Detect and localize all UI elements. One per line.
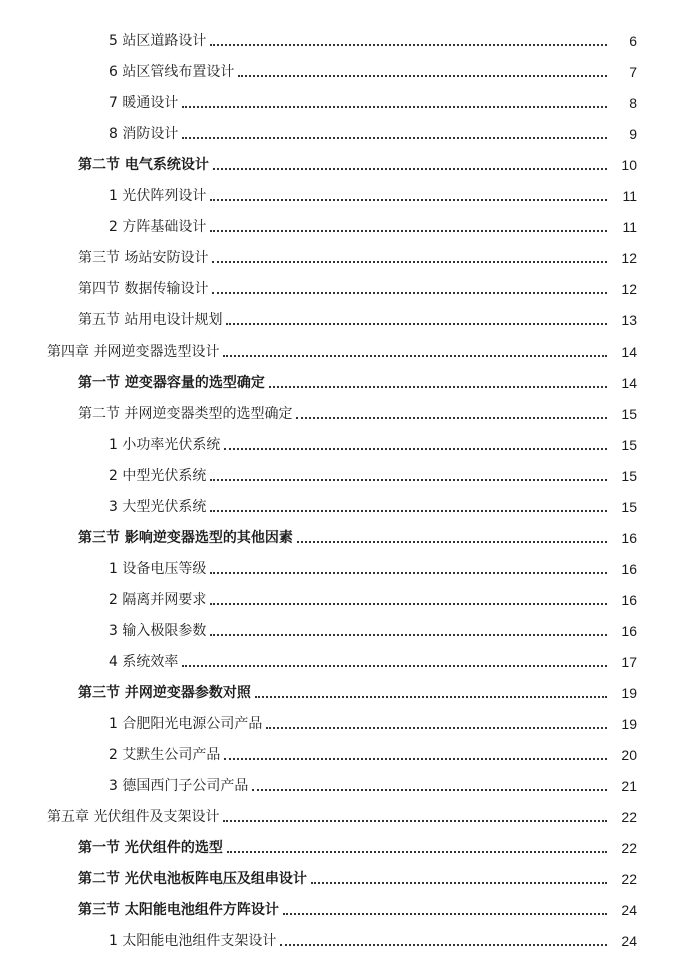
toc-page-number: 16 (621, 623, 637, 639)
toc-entry-title: 1 合肥阳光电源公司产品 (109, 716, 263, 732)
toc-entry-title: 3 大型光伏系统 (109, 499, 207, 515)
dot-leader (210, 603, 607, 605)
toc-entry[interactable] (0, 589, 673, 611)
toc-entry-title: 3 德国西门子公司产品 (109, 778, 249, 794)
toc-page-number: 22 (621, 840, 637, 856)
toc-entry[interactable] (0, 403, 673, 425)
dot-leader (212, 292, 607, 294)
toc-page-number: 16 (621, 592, 637, 608)
dot-leader (223, 820, 607, 822)
toc-entry-title: 第二节 光伏电池板阵电压及组串设计 (78, 871, 307, 887)
toc-page-number: 9 (629, 126, 637, 142)
toc-page-number: 19 (621, 685, 637, 701)
toc-entry[interactable] (0, 216, 673, 238)
toc-page-number: 17 (621, 654, 637, 670)
toc-entry[interactable] (0, 123, 673, 145)
dot-leader (226, 323, 607, 325)
toc-entry-title: 第三节 场站安防设计 (78, 250, 209, 266)
toc-entry[interactable] (0, 247, 673, 269)
toc-entry-title: 1 太阳能电池组件支架设计 (109, 933, 277, 949)
dot-leader (210, 230, 607, 232)
dot-leader (283, 913, 607, 915)
toc-page-number: 11 (622, 219, 637, 235)
dot-leader (224, 758, 607, 760)
dot-leader (210, 199, 607, 201)
toc-entry-title: 2 艾默生公司产品 (109, 747, 221, 763)
toc-page-number: 24 (621, 933, 637, 949)
toc-page-number: 6 (629, 33, 637, 49)
toc-page-number: 22 (621, 871, 637, 887)
toc-entry-title: 第二节 并网逆变器类型的选型确定 (78, 406, 293, 422)
toc-page-number: 8 (629, 95, 637, 111)
dot-leader (297, 541, 607, 543)
toc-page-number: 14 (621, 375, 637, 391)
toc-page-number: 15 (621, 406, 637, 422)
toc-entry-title: 1 小功率光伏系统 (109, 437, 221, 453)
toc-entry[interactable] (0, 30, 673, 52)
toc-page-number: 13 (621, 312, 637, 328)
dot-leader (212, 261, 607, 263)
toc-entry[interactable] (0, 651, 673, 673)
toc-page-number: 16 (621, 561, 637, 577)
dot-leader (269, 386, 607, 388)
toc-entry-title: 4 系统效率 (109, 654, 179, 670)
toc-entry[interactable] (0, 558, 673, 580)
dot-leader (227, 851, 607, 853)
toc-entry-title: 第一节 逆变器容量的选型确定 (78, 375, 265, 391)
toc-entry-title: 第二节 电气系统设计 (78, 157, 209, 173)
toc-page-number: 12 (621, 250, 637, 266)
toc-entry[interactable] (0, 620, 673, 642)
toc-entry-title: 第三节 太阳能电池组件方阵设计 (78, 902, 279, 918)
toc-entry-title: 2 隔离并网要求 (109, 592, 207, 608)
dot-leader (296, 417, 607, 419)
toc-entry-title: 6 站区管线布置设计 (109, 64, 235, 80)
toc-entry[interactable] (0, 372, 673, 394)
toc-entry[interactable] (0, 806, 673, 828)
toc-entry[interactable] (0, 309, 673, 331)
toc-entry[interactable] (0, 434, 673, 456)
dot-leader (182, 665, 607, 667)
toc-page-number: 22 (621, 809, 637, 825)
toc-entry[interactable] (0, 341, 673, 363)
toc-entry[interactable] (0, 527, 673, 549)
toc-entry-title: 第三节 并网逆变器参数对照 (78, 685, 251, 701)
toc-entry[interactable] (0, 744, 673, 766)
toc-entry[interactable] (0, 278, 673, 300)
dot-leader (210, 572, 607, 574)
toc-entry[interactable] (0, 154, 673, 176)
toc-entry-title: 第三节 影响逆变器选型的其他因素 (78, 530, 293, 546)
toc-page-number: 20 (621, 747, 637, 763)
toc-page-number: 19 (621, 716, 637, 732)
toc-entry[interactable] (0, 185, 673, 207)
toc-entry[interactable] (0, 496, 673, 518)
toc-page-number: 14 (621, 344, 637, 360)
dot-leader (252, 789, 607, 791)
toc-entry[interactable] (0, 713, 673, 735)
toc-entry-title: 3 输入极限参数 (109, 623, 207, 639)
dot-leader (210, 510, 607, 512)
toc-page-number: 10 (621, 157, 637, 173)
toc-entry-title: 1 设备电压等级 (109, 561, 207, 577)
toc-entry-title: 7 暖通设计 (109, 95, 179, 111)
dot-leader (238, 75, 607, 77)
toc-page-number: 15 (621, 468, 637, 484)
toc-page-number: 16 (621, 530, 637, 546)
toc-page-number: 11 (622, 188, 637, 204)
dot-leader (280, 944, 607, 946)
dot-leader (182, 137, 607, 139)
toc-page-number: 15 (621, 437, 637, 453)
toc-entry-title: 第一节 光伏组件的选型 (78, 840, 223, 856)
toc-entry[interactable] (0, 775, 673, 797)
dot-leader (266, 727, 607, 729)
toc-entry-title: 第五节 站用电设计规划 (78, 312, 223, 328)
toc-page-number: 24 (621, 902, 637, 918)
toc-entry[interactable] (0, 868, 673, 890)
dot-leader (224, 448, 607, 450)
toc-entry-title: 1 光伏阵列设计 (109, 188, 207, 204)
dot-leader (210, 634, 607, 636)
toc-entry[interactable] (0, 837, 673, 859)
toc-entry[interactable] (0, 61, 673, 83)
dot-leader (213, 168, 607, 170)
toc-entry-title: 2 方阵基础设计 (109, 219, 207, 235)
dot-leader (223, 355, 607, 357)
dot-leader (182, 106, 607, 108)
toc-entry[interactable] (0, 682, 673, 704)
toc-page-number: 21 (621, 778, 637, 794)
toc-entry[interactable] (0, 930, 673, 952)
dot-leader (210, 479, 607, 481)
dot-leader (255, 696, 607, 698)
toc-entry-title: 第四节 数据传输设计 (78, 281, 209, 297)
toc-entry[interactable] (0, 899, 673, 921)
dot-leader (311, 882, 607, 884)
toc-page-number: 7 (629, 64, 637, 80)
toc-entry-title: 2 中型光伏系统 (109, 468, 207, 484)
toc-page-number: 15 (621, 499, 637, 515)
toc-entry-title: 5 站区道路设计 (109, 33, 207, 49)
dot-leader (210, 44, 607, 46)
toc-entry-title: 第四章 并网逆变器选型设计 (47, 344, 220, 360)
toc-entry[interactable] (0, 92, 673, 114)
toc-entry-title: 8 消防设计 (109, 126, 179, 142)
toc-entry[interactable] (0, 465, 673, 487)
toc-page-number: 12 (621, 281, 637, 297)
toc-entry-title: 第五章 光伏组件及支架设计 (47, 809, 220, 825)
